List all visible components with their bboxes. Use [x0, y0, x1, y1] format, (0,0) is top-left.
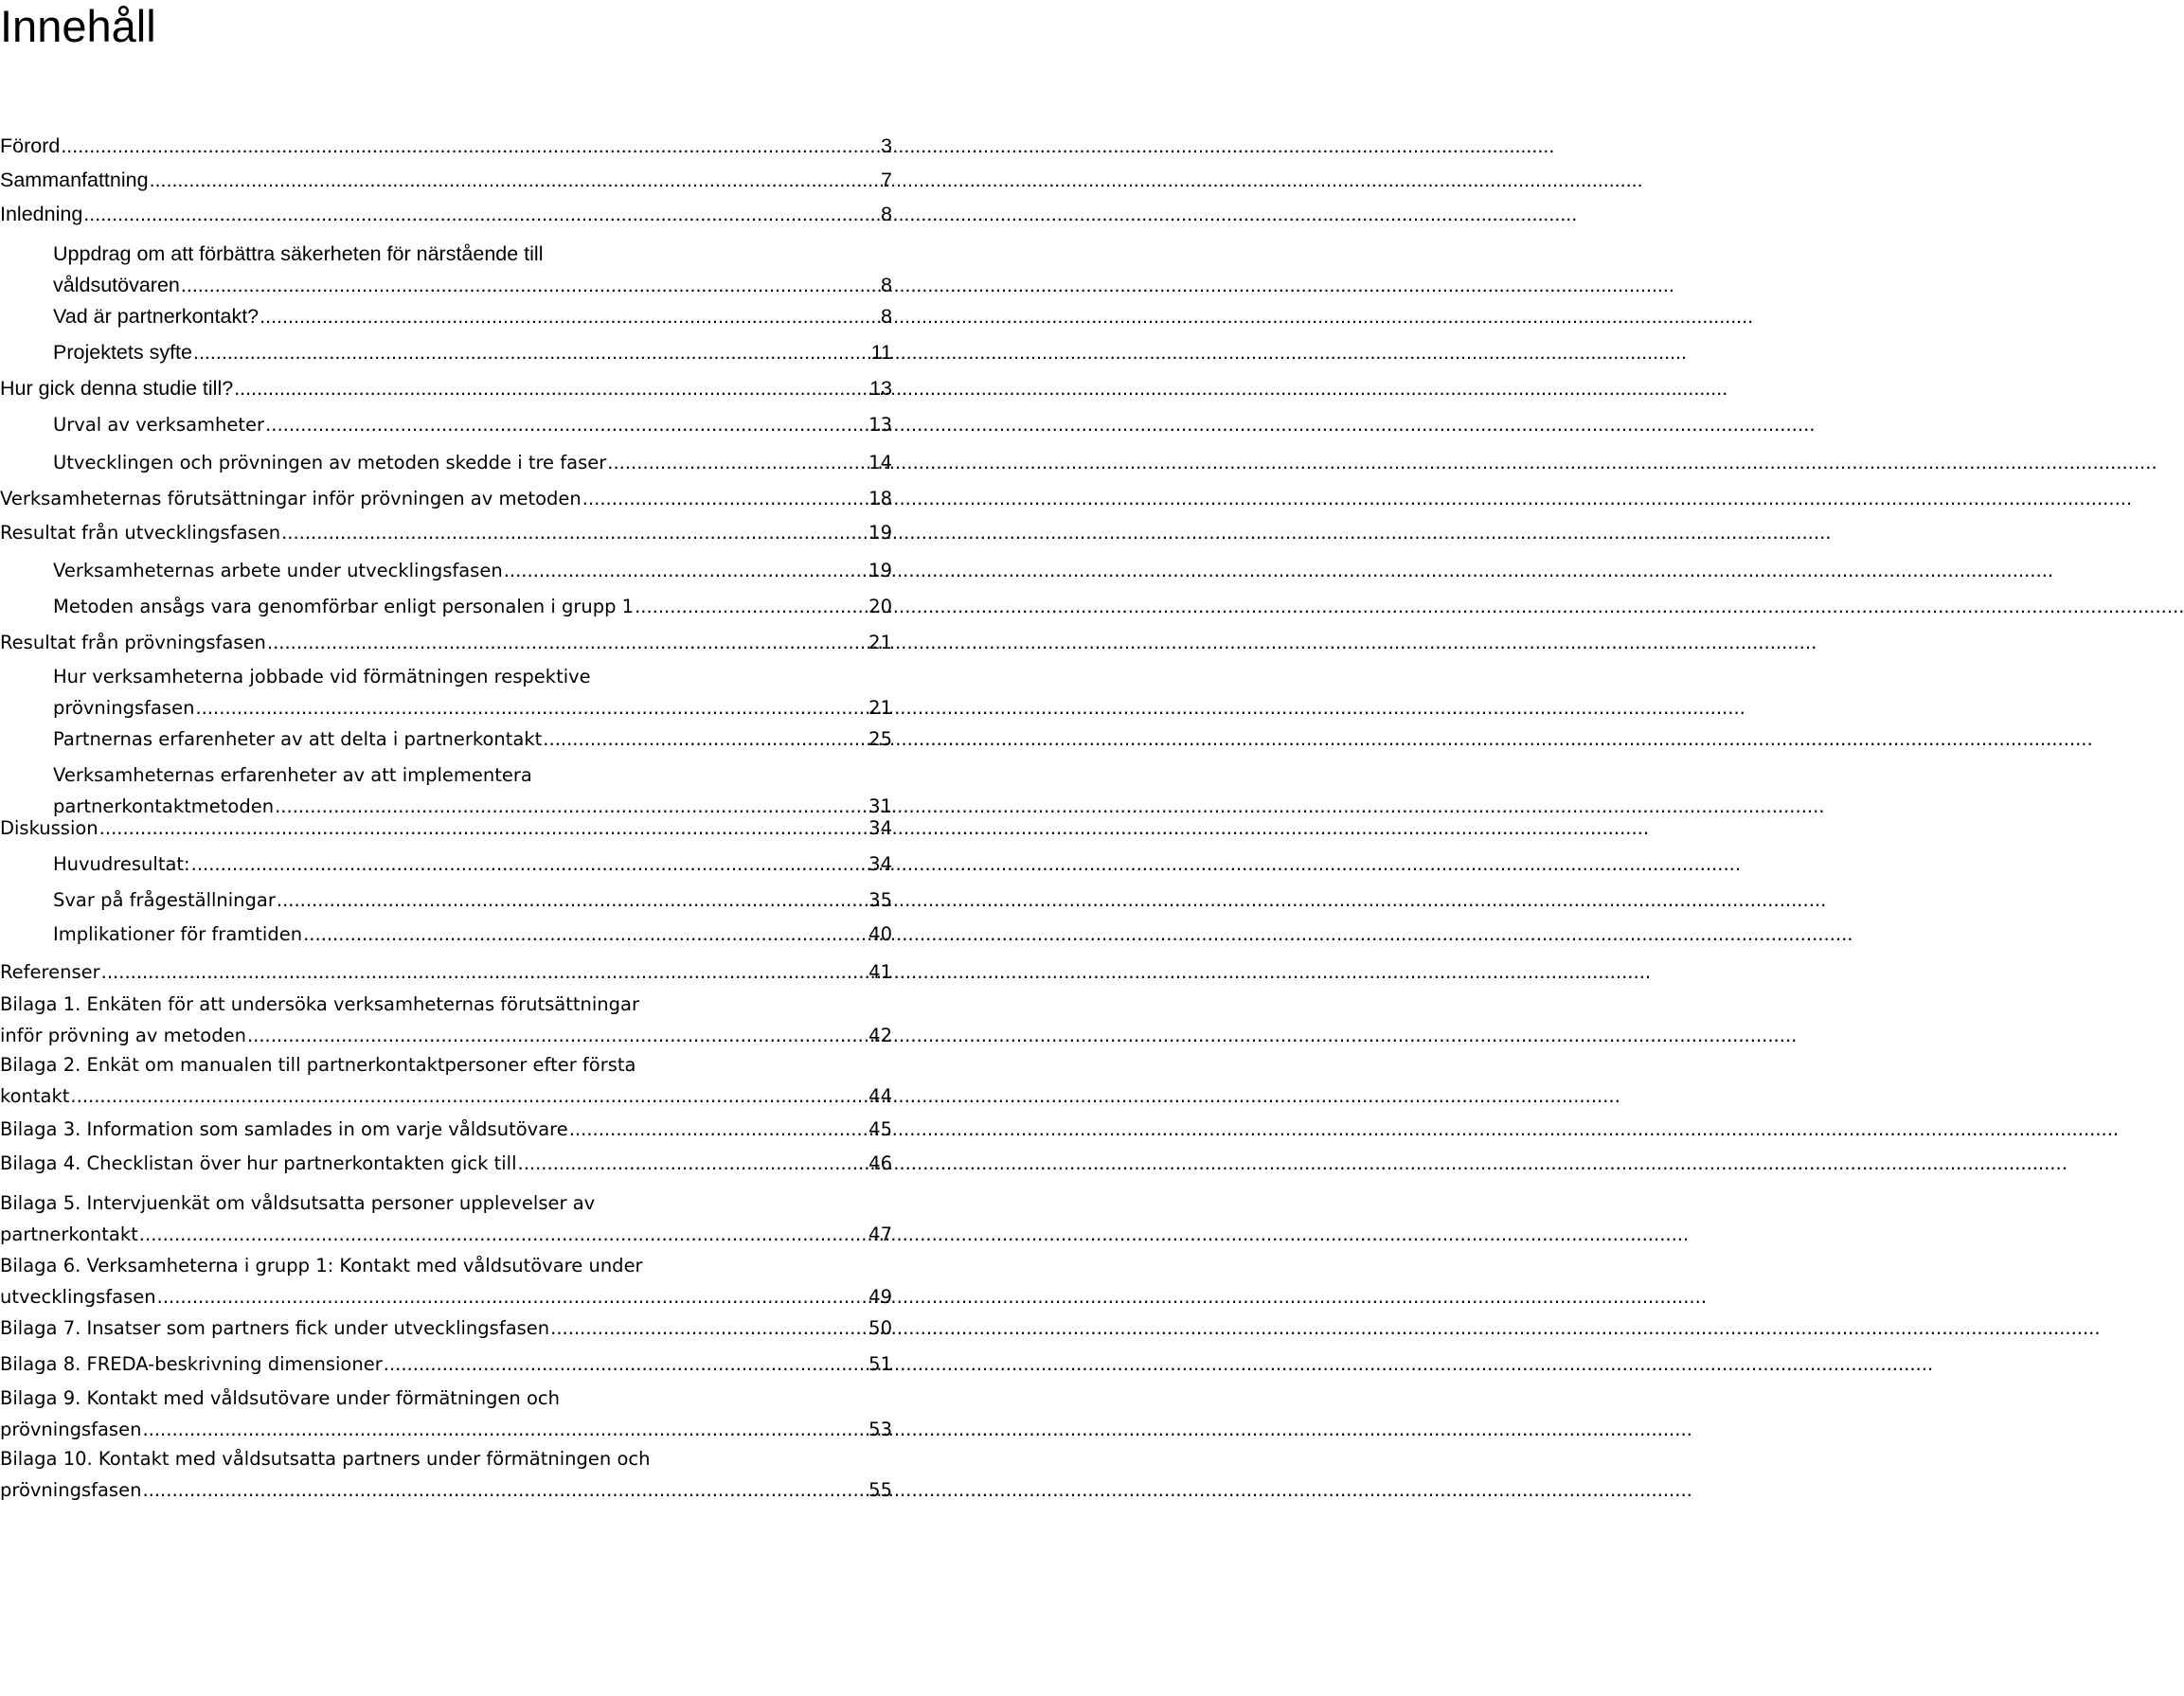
toc-page-number: 42: [868, 1025, 892, 1046]
toc-page-number: 55: [868, 1479, 892, 1501]
toc-page-number: 34: [868, 817, 892, 839]
toc-page-number: 19: [868, 560, 892, 581]
toc-entry-label: Förord: [0, 134, 61, 157]
toc-entry[interactable]: [53, 339, 892, 366]
toc-page-number: 11: [870, 341, 892, 364]
toc-leader-dots: [607, 449, 868, 476]
toc-page-number: 49: [868, 1286, 892, 1308]
toc-entry[interactable]: [0, 1051, 892, 1110]
toc-entry-label: prövningsfasen: [53, 697, 195, 719]
toc-leader-dots: [139, 1221, 868, 1248]
toc-page-number: 21: [868, 697, 892, 719]
toc-entry-label: Bilaga 3. Information som samlades in om varje våldsutövare: [0, 1118, 568, 1140]
toc-page-number: 25: [868, 728, 892, 750]
toc-leader-dots: [191, 850, 868, 878]
toc-page-number: 13: [868, 414, 892, 436]
toc-entry[interactable]: [53, 411, 892, 438]
toc-entry[interactable]: [0, 814, 892, 842]
toc-entry-label: Projektets syfte: [53, 341, 192, 364]
toc-leader-dots: [234, 375, 868, 402]
toc-entry-label: Inledning: [0, 203, 83, 225]
toc-entry[interactable]: [53, 920, 892, 948]
toc-entry-label: Hur gick denna studie till?: [0, 377, 234, 400]
toc-entry[interactable]: [53, 449, 892, 476]
toc-entry-label: Partnernas erfarenheter av att delta i partnerkontakt: [53, 728, 543, 750]
toc-leader-dots: [61, 133, 880, 160]
toc-entry[interactable]: [0, 1189, 892, 1248]
toc-entry[interactable]: [0, 1445, 892, 1504]
toc-page-number: 46: [868, 1152, 892, 1174]
toc-page-number: 13: [869, 377, 892, 400]
toc-leader-dots: [142, 1476, 868, 1504]
toc-leader-dots: [265, 411, 868, 438]
toc-entry[interactable]: [0, 1150, 892, 1177]
toc-entry-label: Bilaga 6. Verksamheterna i grupp 1: Kontakt med våldsutövare under: [0, 1255, 643, 1276]
toc-entry-label: Urval av verksamheter: [53, 414, 265, 436]
toc-page-number: 19: [868, 522, 892, 544]
toc-leader-dots: [247, 1022, 868, 1049]
toc-leader-dots: [550, 1314, 868, 1342]
toc-entry-label: prövningsfasen: [0, 1419, 142, 1440]
toc-entry-label: Bilaga 8. FREDA-beskrivning dimensioner: [0, 1353, 383, 1375]
toc-entry[interactable]: [53, 593, 892, 620]
toc-entry[interactable]: [0, 519, 892, 546]
toc-entry-label: prövningsfasen: [0, 1479, 142, 1501]
toc-entry[interactable]: [53, 663, 892, 722]
toc-entry-label: partnerkontaktmetoden: [53, 795, 275, 817]
toc-leader-dots: [277, 886, 868, 914]
toc-entry[interactable]: [53, 725, 892, 753]
toc-entry-label: Implikationer för framtiden: [53, 923, 303, 945]
toc-entry[interactable]: [0, 1314, 892, 1342]
toc-leader-dots: [281, 519, 868, 546]
toc-entry-label: Resultat från utvecklingsfasen: [0, 522, 281, 544]
toc-page-number: 53: [868, 1419, 892, 1440]
toc-entry-label: partnerkontakt: [0, 1223, 138, 1245]
toc-entry-label: utvecklingsfasen: [0, 1286, 156, 1308]
toc-page-number: 41: [868, 961, 892, 983]
toc-entry-label: Bilaga 9. Kontakt med våldsutövare under förmätningen och: [0, 1387, 560, 1409]
toc-page-number: 34: [868, 853, 892, 875]
toc-page-number: 7: [881, 169, 892, 191]
toc-leader-dots: [83, 201, 880, 228]
toc-leader-dots: [181, 272, 880, 299]
toc-entry[interactable]: [0, 1350, 892, 1378]
toc-leader-dots: [260, 303, 880, 330]
toc-entry-label: Metoden ansågs vara genomförbar enligt personalen i grupp 1: [53, 596, 635, 617]
toc-entry-label: Huvudresultat:: [53, 853, 190, 875]
toc-page-number: 45: [868, 1118, 892, 1140]
toc-entry-label: Bilaga 1. Enkäten för att undersöka verksamheternas förutsättningar: [0, 993, 640, 1015]
toc-leader-dots: [157, 1283, 868, 1311]
toc-entry-label: Referenser: [0, 961, 100, 983]
toc-entry-label: Bilaga 4. Checklistan över hur partnerkontakten gick till: [0, 1152, 517, 1174]
toc-page-number: 44: [868, 1085, 892, 1107]
toc-entry-label: våldsutövaren: [53, 274, 180, 296]
toc-leader-dots: [142, 1416, 868, 1443]
toc-entry-label: Bilaga 10. Kontakt med våldsutsatta partners under förmätningen och: [0, 1448, 651, 1470]
toc-entry-label: kontakt: [0, 1085, 70, 1107]
toc-entry-label: Verksamheternas erfarenheter av att implementera: [53, 764, 532, 786]
toc-entry[interactable]: [0, 375, 892, 402]
toc-entry-label: Hur verksamheterna jobbade vid förmätningen respektive: [53, 666, 591, 687]
toc-page-number: 3: [881, 134, 892, 157]
toc-page-number: 14: [868, 452, 892, 473]
toc-leader-dots: [582, 485, 868, 512]
toc-entry[interactable]: [0, 1384, 892, 1443]
toc-entry[interactable]: [53, 761, 892, 820]
toc-leader-dots: [193, 339, 870, 366]
toc-entry[interactable]: [0, 201, 892, 228]
toc-entry-label: Bilaga 5. Intervjuenkät om våldsutsatta personer upplevelser av: [0, 1192, 596, 1214]
toc-leader-dots: [303, 920, 868, 948]
toc-page-number: 51: [868, 1353, 892, 1375]
toc-entry[interactable]: [0, 485, 892, 512]
toc-entry[interactable]: [53, 886, 892, 914]
toc-page-number: 31: [868, 795, 892, 817]
toc-leader-dots: [504, 557, 868, 584]
toc-page-number: 8: [881, 274, 892, 296]
toc-entry[interactable]: [0, 1252, 892, 1311]
toc-entry-label: Vad är partnerkontakt?: [53, 305, 260, 328]
toc-entry-label: Verksamheternas förutsättningar inför prövningen av metoden: [0, 488, 582, 509]
toc-page-number: 47: [868, 1223, 892, 1245]
toc-entry-label: Resultat från prövningsfasen: [0, 632, 266, 653]
toc-leader-dots: [150, 167, 880, 194]
toc-entry-label: Utvecklingen och prövningen av metoden skedde i tre faser: [53, 452, 607, 473]
toc-leader-dots: [635, 593, 868, 620]
toc-page-number: 8: [881, 203, 892, 225]
page-title: Innehåll: [0, 1, 156, 51]
toc-entry[interactable]: [0, 1116, 892, 1143]
toc-page-number: 21: [868, 632, 892, 653]
toc-leader-dots: [195, 694, 868, 722]
toc-entry-label: Uppdrag om att förbättra säkerheten för närstående till: [53, 242, 544, 265]
toc-entry-label: inför prövning av metoden: [0, 1025, 246, 1046]
toc-page-number: 50: [868, 1317, 892, 1339]
toc-page-number: 18: [868, 488, 892, 509]
toc-leader-dots: [569, 1116, 868, 1143]
toc-entry-label: Diskussion: [0, 817, 98, 839]
toc-page-number: 20: [868, 596, 892, 617]
toc-entry[interactable]: [53, 557, 892, 584]
toc-entry-label: Sammanfattning: [0, 169, 149, 191]
table-of-contents: [0, 0, 909, 1696]
toc-entry[interactable]: [0, 991, 892, 1049]
toc-entry[interactable]: [53, 241, 892, 299]
toc-page-number: 40: [868, 923, 892, 945]
toc-leader-dots: [384, 1350, 868, 1378]
toc-leader-dots: [99, 814, 868, 842]
toc-entry-label: Bilaga 7. Insatser som partners fick under utvecklingsfasen: [0, 1317, 550, 1339]
toc-entry[interactable]: [53, 303, 892, 330]
toc-entry[interactable]: [0, 133, 892, 160]
toc-leader-dots: [518, 1150, 868, 1177]
toc-page-number: 8: [881, 305, 892, 328]
toc-leader-dots: [267, 629, 868, 656]
toc-entry[interactable]: [0, 629, 892, 656]
toc-entry[interactable]: [0, 167, 892, 194]
toc-leader-dots: [543, 725, 868, 753]
toc-entry-label: Svar på frågeställningar: [53, 889, 276, 911]
toc-entry-label: Bilaga 2. Enkät om manualen till partnerkontaktpersoner efter första: [0, 1054, 636, 1076]
toc-entry[interactable]: [0, 958, 892, 986]
toc-leader-dots: [70, 1082, 868, 1110]
toc-entry-label: Verksamheternas arbete under utvecklingsfasen: [53, 560, 503, 581]
toc-entry[interactable]: [53, 850, 892, 878]
toc-leader-dots: [101, 958, 868, 986]
toc-page-number: 35: [868, 889, 892, 911]
